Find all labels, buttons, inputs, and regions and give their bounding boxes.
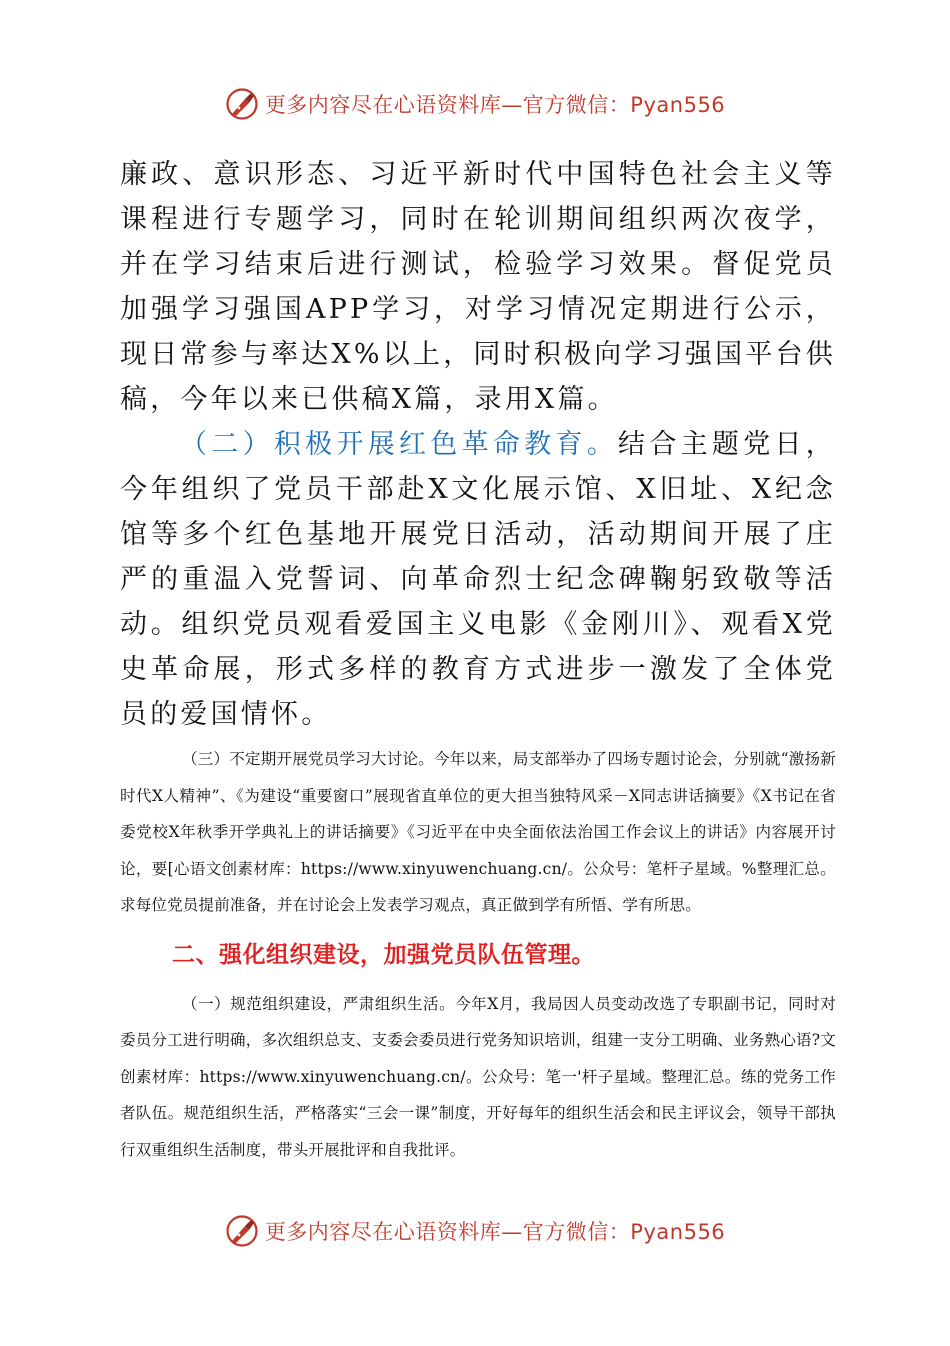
paragraph-discussion: （三）不定期开展党员学习大讨论。今年以来，局支部举办了四场专题讨论会，分别就“激扬新时代X人精神”、《为建设“重要窗口”展现省直单位的更大担当独特风采－X同志讲话摘要》《X书记在省委党校X年秋季开学典礼上的讲话摘要》《习近平在中央全面依法治国工作会议上的讲话》内容展开讨论，要[心语文创素材库：https://www.xinyuwenchuang.cn/。公众号：笔杆子星域。%整理汇总。求每位党员提前准备，并在讨论会上发表学习观点，真正做到学有所悟、学有所思。 [120, 750, 836, 914]
pen-nib-logo-icon [225, 87, 259, 121]
watermark-banner-bottom [0, 1209, 950, 1253]
paragraph-study-training: 廉政、意识形态、习近平新时代中国特色社会主义等课程进行专题学习，同时在轮训期间组织两次夜学，并在学习结束后进行测试，检验学习效果。督促党员加强学习强国APP学习，对学习情况定期进行公示，现日常参与率达X%以上，同时积极向学习强国平台供稿，今年以来已供稿X篇，录用X篇。 [120, 159, 836, 415]
watermark-text: 更多内容尽在心语资料库—官方微信：Pyan556 [264, 93, 726, 117]
subheading-red-education: （二）积极开展红色革命教育。 [180, 429, 619, 460]
section-title-organization: 二、强化组织建设，加强党员队伍管理。 [172, 941, 595, 968]
watermark-banner-top [0, 82, 950, 126]
document-body [120, 152, 836, 1168]
paragraph-red-education [120, 422, 836, 737]
pen-nib-logo-icon [225, 1214, 259, 1248]
paragraph-red-education-body: 结合主题党日，今年组织了党员干部赴X文化展示馆、X旧址、X纪念馆等多个红色基地开展党日活动，活动期间开展了庄严的重温入党誓词、向革命烈士纪念碑鞠躬致敬等活动。组织党员观看爱国主义电影《金刚川》、观看X党史革命展，形式多样的教育方式进步一激发了全体党员的爱国情怀。 [120, 429, 836, 730]
paragraph-organization-building: （一）规范组织建设，严肃组织生活。今年X月，我局因人员变动改选了专职副书记，同时对委员分工进行明确，多次组织总支、支委会委员进行党务知识培训，组建一支分工明确、业务熟心语?文创素材库：https://www.xinyuwenchuang.cn/。公众号：笔一'杆子星域。整理汇总。练的党务工作者队伍。规范组织生活，严格落实“三会一课”制度，开好每年的组织生活会和民主评议会，领导干部执行双重组织生活制度，带头开展批评和自我批评。 [120, 994, 836, 1159]
watermark-text: 更多内容尽在心语资料库—官方微信：Pyan556 [264, 1220, 726, 1244]
